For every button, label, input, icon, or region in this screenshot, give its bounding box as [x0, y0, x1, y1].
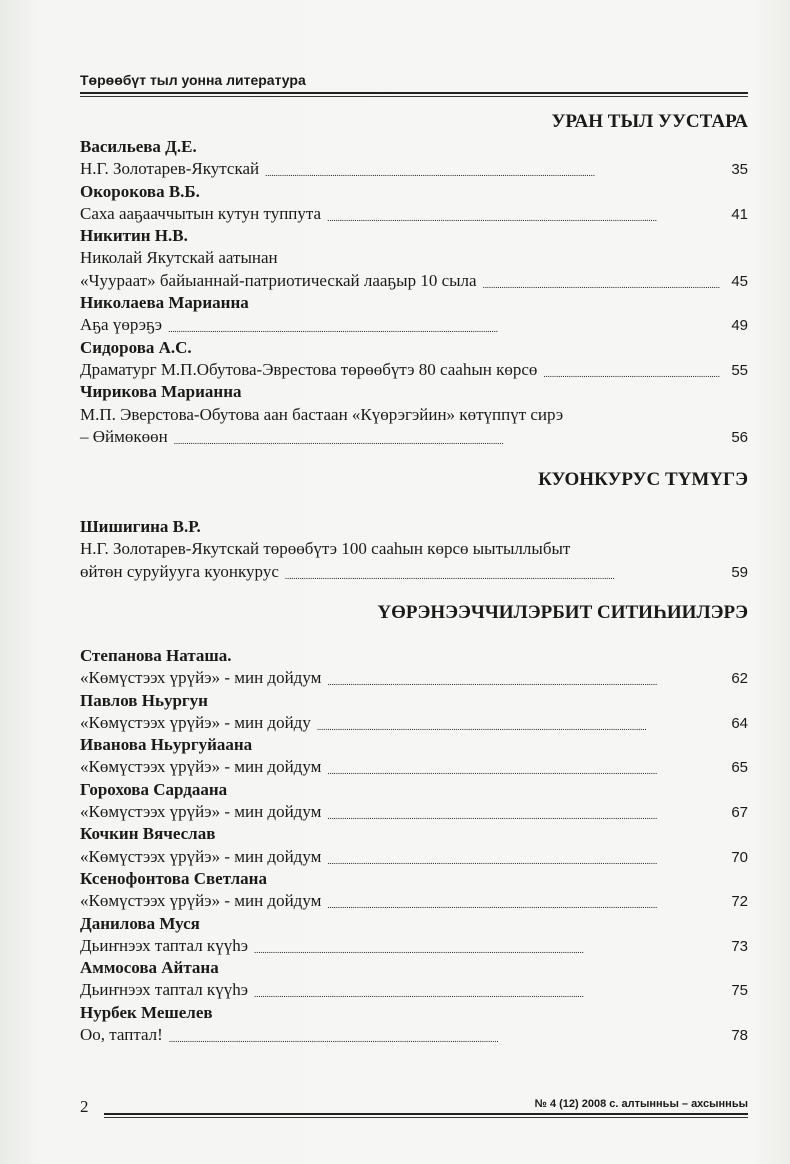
entry-author: Аммосова Айтана: [80, 958, 219, 978]
entry-title: «Көмүстээх үрүйэ» - мин дойдум: [80, 757, 322, 777]
entry-title-line: [80, 359, 748, 381]
section-uorenee: [80, 601, 748, 1046]
dot-leader: [327, 669, 720, 687]
entry-title: Саха ааҕааччытын кутун туппута: [80, 203, 322, 223]
entry-author: Сидорова А.С.: [80, 337, 192, 357]
entry-author: Степанова Наташа.: [80, 646, 232, 665]
page-ref: 59: [731, 563, 748, 581]
entry-author: Данилова Муся: [80, 913, 200, 933]
dot-leader: [327, 892, 720, 910]
dot-leader: [327, 848, 720, 866]
dot-leader: [174, 428, 720, 446]
entry-title-line: [80, 979, 748, 1001]
entry-title: «Көмүстээх үрүйэ» - мин дойдум: [80, 846, 322, 866]
entry-title-line: [80, 561, 748, 583]
entry-title-line: [80, 158, 748, 180]
entry-title-line: [80, 667, 748, 689]
toc-entry[interactable]: [80, 690, 748, 735]
entry-title-line: [80, 935, 748, 957]
entry-author: Ксенофонтова Светлана: [80, 868, 267, 888]
entry-title: «Көмүстээх үрүйэ» - мин дойду: [80, 712, 311, 732]
entry-title-line: [80, 404, 748, 426]
entry-author: Окорокова В.Б.: [80, 181, 200, 201]
toc-entry[interactable]: [80, 868, 748, 913]
dot-leader: [327, 758, 720, 776]
toc-entry[interactable]: [80, 957, 748, 1002]
entry-title: «Көмүстээх үрүйэ» - мин дойдум: [80, 668, 322, 688]
section-kuonkurus: [80, 468, 748, 583]
entry-title-line: [80, 203, 748, 225]
page-ref: 45: [731, 272, 748, 290]
entry-title: Н.Г. Золотарев-Якутскай төрөөбүтэ 100 сааһын көрсө ыытыллыбыт: [80, 539, 571, 559]
header-rule-thin: [80, 96, 748, 97]
toc-entry[interactable]: [80, 381, 748, 448]
entry-author: Горохова Сардаана: [80, 779, 228, 799]
running-title: Төрөөбүт тыл уонна литература: [80, 72, 306, 88]
toc-entry[interactable]: [80, 292, 748, 337]
entry-author: Шишигина В.Р.: [80, 517, 201, 536]
spacer: [80, 492, 748, 516]
entry-author: Николаева Марианна: [80, 293, 249, 313]
entry-author: Кочкин Вячеслав: [80, 824, 216, 844]
dot-leader: [543, 361, 720, 379]
entry-title: – Өймөкөөн: [80, 426, 168, 446]
header-rule: [80, 92, 748, 94]
entry-author: Чирикова Марианна: [80, 382, 242, 402]
page-ref: 70: [731, 848, 748, 866]
page-ref: 64: [731, 714, 748, 732]
dot-leader: [483, 272, 720, 290]
page-number: 2: [80, 1097, 89, 1116]
entry-author: Павлов Ньургун: [80, 690, 208, 710]
page-ref: 56: [731, 428, 748, 446]
dot-leader: [169, 1026, 720, 1044]
entry-title: «Көмүстээх үрүйэ» - мин дойдум: [80, 802, 322, 822]
toc-entry[interactable]: [80, 645, 748, 690]
footer-rule-thin: [104, 1117, 748, 1118]
section-uran-tyl: [80, 110, 748, 448]
entry-title-line: [80, 270, 748, 292]
entry-title: Аҕа үөрэҕэ: [80, 315, 163, 335]
section-title: УРАН ТЫЛ УУСТАРА: [551, 111, 748, 132]
dot-leader: [168, 316, 720, 334]
entry-title-line: [80, 314, 748, 336]
dot-leader: [254, 981, 720, 999]
entry-title: М.П. Эверстова-Обутова аан бастаан «Күөрэгэйин» көтүппүт сирэ: [80, 404, 564, 424]
footer-rule: [104, 1113, 748, 1115]
page-ref: 78: [731, 1027, 748, 1045]
dot-leader: [285, 563, 720, 581]
entry-title-line: [80, 756, 748, 778]
toc-entry[interactable]: [80, 337, 748, 382]
toc-entry[interactable]: [80, 516, 748, 583]
entry-title: «Көмүстээх үрүйэ» - мин дойдум: [80, 891, 322, 911]
entry-title: Дьиҥнээх таптал күүһэ: [80, 935, 248, 955]
toc-entry[interactable]: [80, 779, 748, 824]
page-ref: 35: [731, 161, 748, 179]
entry-title: өйтөн суруйууга куонкурус: [80, 561, 279, 581]
dot-leader: [327, 803, 720, 821]
entry-author: Иванова Ньургуйаана: [80, 735, 253, 755]
entry-title-line: [80, 846, 748, 868]
toc-entry[interactable]: [80, 913, 748, 958]
entry-author: Никитин Н.В.: [80, 226, 188, 246]
entry-title-line: [80, 538, 748, 560]
section-title: ҮӨРЭНЭЭЧЧИЛЭРБИТ СИТИҺИИЛЭРЭ: [377, 602, 748, 623]
page-ref: 72: [731, 893, 748, 911]
issue-info: № 4 (12) 2008 с. алтынньы – ахсынньы: [534, 1098, 748, 1110]
page-ref: 62: [731, 670, 748, 688]
dot-leader: [265, 160, 720, 178]
toc-entry[interactable]: [80, 225, 748, 292]
entry-title-line: [80, 801, 748, 823]
entry-title: Драматург М.П.Обутова-Эврестова төрөөбүтэ 80 сааһын көрсө: [80, 359, 538, 379]
toc-entry[interactable]: [80, 734, 748, 779]
dot-leader: [254, 937, 720, 955]
toc-entry[interactable]: [80, 136, 748, 181]
page-ref: 75: [731, 982, 748, 1000]
section-title: КУОНКУРУС ТҮМҮГЭ: [538, 469, 748, 490]
spacer: [80, 625, 748, 645]
entry-author: Васильева Д.Е.: [80, 137, 197, 156]
page-ref: 55: [731, 361, 748, 379]
toc-entry[interactable]: [80, 181, 748, 226]
dot-leader: [317, 714, 720, 732]
entry-title: «Чуураат» байыаннай-патриотическай лааҕыр 10 сыла: [80, 270, 477, 290]
entry-title-line: [80, 247, 748, 269]
page-ref: 49: [731, 317, 748, 335]
entry-title: Дьиҥнээх таптал күүһэ: [80, 980, 248, 1000]
dot-leader: [327, 205, 720, 223]
entry-title-line: [80, 890, 748, 912]
entry-title: Николай Якутскай аатынан: [80, 248, 278, 268]
toc-entry[interactable]: [80, 1002, 748, 1047]
entry-title: Оо, таптал!: [80, 1025, 163, 1045]
entry-title-line: [80, 426, 748, 448]
entry-title: Н.Г. Золотарев-Якутскай: [80, 159, 260, 179]
page-ref: 73: [731, 937, 748, 955]
entry-title-line: [80, 712, 748, 734]
page-ref: 41: [731, 205, 748, 223]
page-ref: 67: [731, 804, 748, 822]
page-ref: 65: [731, 759, 748, 777]
toc-entry[interactable]: [80, 823, 748, 868]
entry-title-line: [80, 1024, 748, 1046]
entry-author: Нурбек Мешелев: [80, 1002, 213, 1022]
